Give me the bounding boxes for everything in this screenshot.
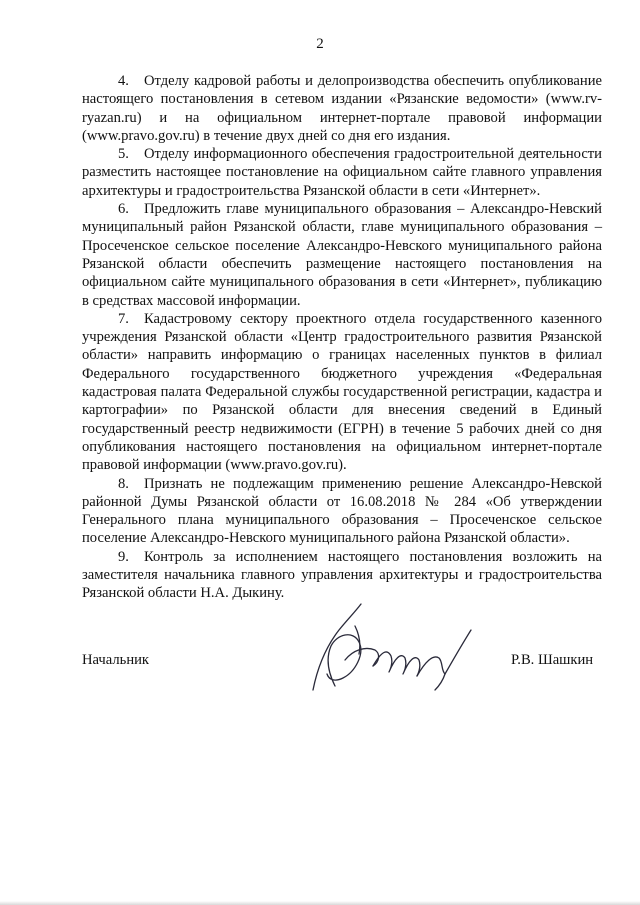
- paragraph-text: Кадастровому сектору проектного отдела государственного казенного учреждения Рязанской области «Центр градостроительного развития Рязанской области» направить информацию о границах населенных пунктов в филиал Федерального государственного бюджетного учреждения «Федеральная кадастровая палата Федеральной службы государственной регистрации, кадастра и картографии» по Рязанской области для внесения сведений в Единый государственный реестр недвижимости (ЕГРН) в течение 5 рабочих дней со дня опубликования настоящего постановления на официальном интернет-портале правовой информации (www.pravo.gov.ru).: [82, 310, 602, 474]
- scan-edge-shadow: [0, 901, 640, 905]
- paragraph-number: 8.: [118, 475, 129, 492]
- paragraph-5: [82, 145, 602, 200]
- paragraph-text: Признать не подлежащим применению решение Александро-Невской районной Думы Рязанской области от 16.08.2018 № 284 «Об утверждении Генерального плана муниципального образования – Просеченское сельское поселение Александро-Невского муниципального района Рязанской области».: [82, 475, 602, 547]
- paragraph-number: 6.: [118, 201, 129, 218]
- page-number: 2: [316, 36, 324, 52]
- paragraph-4: [82, 72, 602, 145]
- handwritten-signature: [295, 590, 475, 700]
- paragraph-7: [82, 310, 602, 475]
- paragraph-text: Отделу кадровой работы и делопроизводства обеспечить опубликование настоящего постановления в сетевом издании «Рязанские ведомости» (www.rv-ryazan.ru) и на официальном интернет-портале правовой информации (www.pravo.gov.ru) в течение двух дней со дня его издания.: [82, 73, 602, 144]
- paragraph-text: Контроль за исполнением настоящего постановления возложить на заместителя начальника главного управления архитектуры и градостроительства Рязанской области Н.А. Дыкину.: [82, 548, 602, 602]
- document-body: [82, 72, 602, 603]
- paragraph-number: 4.: [118, 73, 129, 89]
- signatory-title: Начальник: [82, 652, 150, 668]
- paragraph-number: 9.: [118, 548, 129, 565]
- paragraph-text: Отделу информационного обеспечения градостроительной деятельности разместить настоящее постановление на официальном сайте главного управления архитектуры и градостроительства Рязанской области в сети «Интернет».: [82, 146, 602, 199]
- signatory-name: Р.В. Шашкин: [511, 652, 594, 668]
- paragraph-text: Предложить главе муниципального образования – Александро-Невский муниципальный район Рязанской области, главе муниципального образования – Просеченское сельское поселение Александро-Невского муниципального района Рязанской области обеспечить размещение настоящего постановления на официальном сайте муниципального образования в сети «Интернет», публикацию в средствах массовой информации.: [82, 201, 602, 309]
- paragraph-8: [82, 475, 602, 548]
- paragraph-number: 7.: [118, 310, 129, 327]
- paragraph-6: [82, 200, 602, 310]
- paragraph-number: 5.: [118, 146, 129, 163]
